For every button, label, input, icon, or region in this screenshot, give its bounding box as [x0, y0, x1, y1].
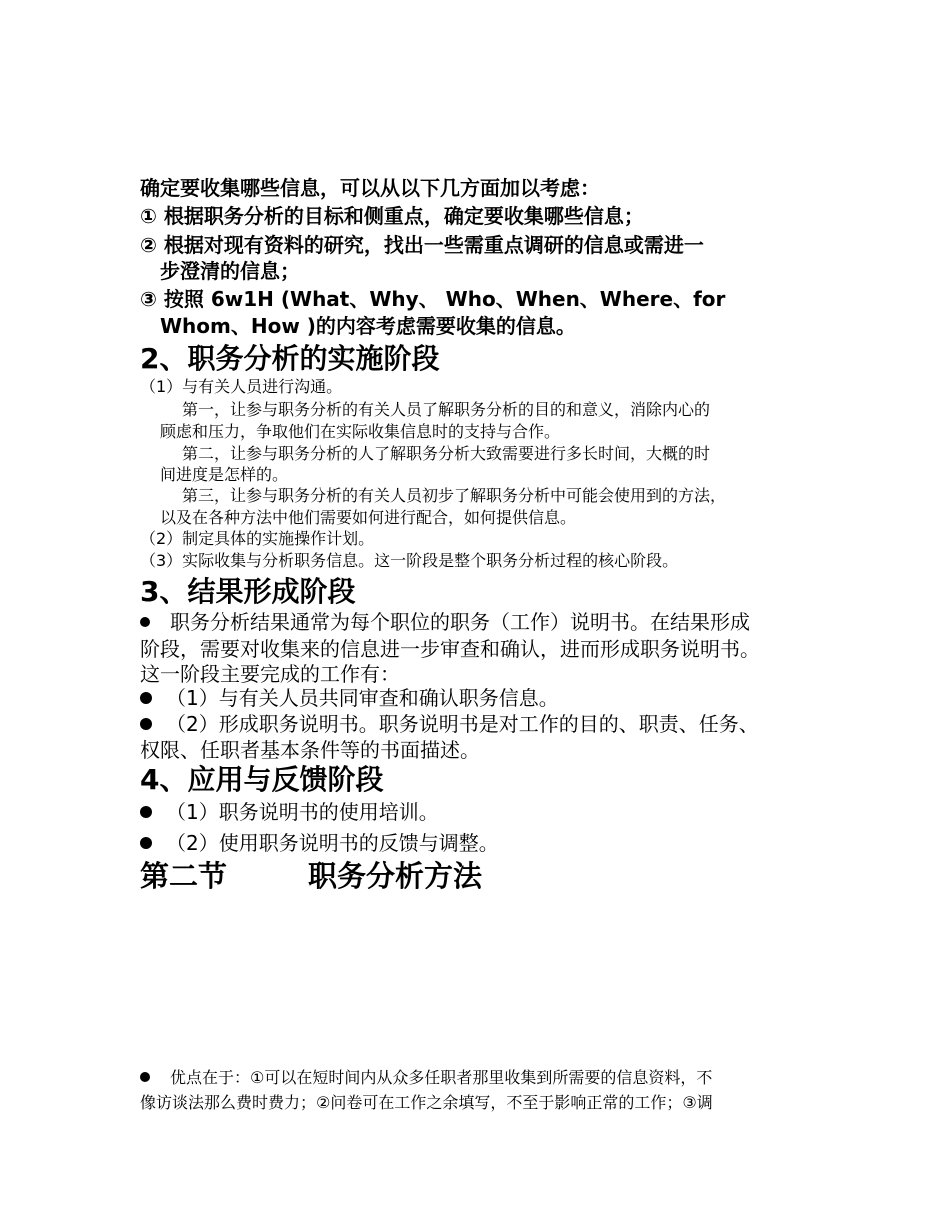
section-4-bullet-1	[140, 802, 439, 822]
section-3-bullet-2	[140, 688, 559, 708]
section-2-para-1: 第一，让参与职务分析的有关人员了解职务分析的目的和意义，消除内心的	[182, 400, 711, 419]
section-2-para-2-cont: 间进度是怎样的。	[160, 465, 289, 484]
bullet-icon	[140, 806, 152, 818]
section-2-heading: 2、职务分析的实施阶段	[140, 342, 440, 375]
consideration-item-3-cont: Whom、How )的内容考虑需要收集的信息。	[160, 314, 576, 338]
bullet-icon	[140, 837, 152, 849]
section-2-step-1: （1）与有关人员进行沟通。	[140, 377, 343, 396]
considerations-intro: 确定要收集哪些信息，可以从以下几方面加以考虑：	[140, 176, 600, 200]
section-2-para-3: 第三，让参与职务分析的有关人员初步了解职务分析中可能会使用到的方法，	[182, 486, 727, 505]
chapter-section-label: 第二节	[140, 859, 228, 893]
section-4-bullet-1-text: （1）职务说明书的使用培训。	[166, 800, 439, 824]
section-3-bullet-1	[140, 612, 750, 632]
advantages-line-1-text: 优点在于：①可以在短时间内从众多任职者那里收集到所需要的信息资料，不	[170, 1068, 713, 1087]
advantages-line-1	[140, 1070, 712, 1086]
section-4-bullet-2	[140, 833, 499, 853]
section-4-heading: 4、应用与反馈阶段	[140, 763, 384, 796]
section-3-heading: 3、结果形成阶段	[140, 575, 356, 608]
bullet-icon	[140, 718, 152, 730]
section-3-bullet-1-cont-2: 这一阶段主要完成的工作有：	[140, 662, 400, 686]
section-3-bullet-3-cont: 权限、任职者基本条件等的书面描述。	[140, 738, 480, 762]
section-3-bullet-3-text: （2）形成职务说明书。职务说明书是对工作的目的、职责、任务、	[166, 712, 759, 736]
bullet-icon	[140, 1072, 150, 1082]
consideration-item-2: ② 根据对现有资料的研究，找出一些需重点调研的信息或需进一	[140, 233, 704, 257]
advantages-line-2: 像访谈法那么费时费力；②问卷可在工作之余填写，不至于影响正常的工作；③调	[140, 1093, 713, 1112]
section-2-para-2: 第二，让参与职务分析的人了解职务分析大致需要进行多长时间，大概的时	[182, 444, 711, 463]
section-2-para-1-cont: 顾虑和压力，争取他们在实际收集信息时的支持与合作。	[160, 422, 561, 441]
section-3-bullet-2-text: （1）与有关人员共同审查和确认职务信息。	[166, 686, 559, 710]
chapter-section-title: 职务分析方法	[308, 859, 483, 893]
section-3-bullet-1-text: 职务分析结果通常为每个职位的职务（工作）说明书。在结果形成	[170, 610, 750, 634]
section-4-bullet-2-text: （2）使用职务说明书的反馈与调整。	[166, 831, 499, 855]
section-2-step-3: （3）实际收集与分析职务信息。这一阶段是整个职务分析过程的核心阶段。	[140, 551, 679, 570]
section-3-bullet-1-cont: 阶段，需要对收集来的信息进一步审查和确认，进而形成职务说明书。	[140, 637, 760, 661]
section-2-para-3-cont: 以及在各种方法中他们需要如何进行配合，如何提供信息。	[160, 508, 577, 527]
section-2-step-2: （2）制定具体的实施操作计划。	[140, 529, 375, 548]
consideration-item-1: ① 根据职务分析的目标和侧重点，确定要收集哪些信息；	[140, 204, 644, 228]
consideration-item-3: ③ 按照 6w1H (What、Why、 Who、When、Where、for	[140, 287, 726, 311]
consideration-item-2-cont: 步澄清的信息；	[160, 259, 300, 283]
bullet-icon	[140, 692, 152, 704]
bullet-icon	[140, 617, 150, 627]
section-3-bullet-3	[140, 714, 759, 734]
